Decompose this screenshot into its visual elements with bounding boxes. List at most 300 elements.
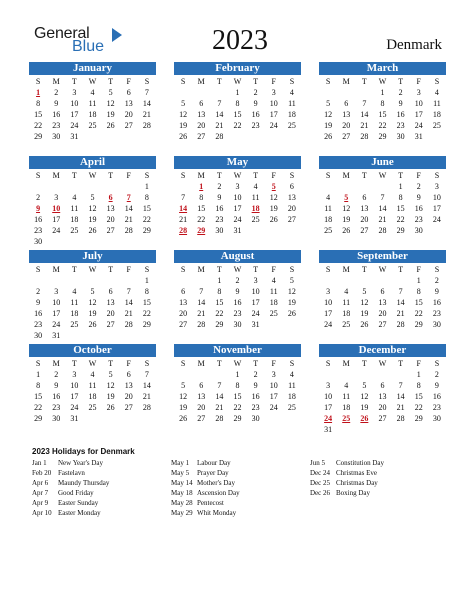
- day-cell: 24: [233, 215, 242, 224]
- weekday-header: S: [325, 359, 331, 368]
- day-cell: 28: [124, 226, 133, 235]
- weekday-header: W: [378, 77, 387, 86]
- day-cell: 6: [362, 193, 367, 202]
- month-june: [319, 156, 446, 236]
- day-cell: 29: [142, 320, 151, 329]
- day-cell: 14: [197, 298, 206, 307]
- day-cell: 16: [34, 309, 43, 318]
- day-cell: 23: [251, 121, 260, 130]
- weekday-header: T: [71, 359, 77, 368]
- holiday-date: May 14: [171, 479, 193, 487]
- day-cell: 4: [344, 287, 349, 296]
- calendar-year: 2023: [212, 25, 268, 56]
- day-cell: 19: [106, 392, 115, 401]
- day-cell: 23: [432, 309, 441, 318]
- weekday-header: T: [253, 265, 259, 274]
- day-cell: 5: [90, 287, 95, 296]
- day-cell: 18: [324, 215, 333, 224]
- day-cell: 19: [269, 204, 278, 213]
- weekday-header: F: [416, 265, 421, 274]
- day-cell: 16: [251, 110, 260, 119]
- day-cell: 18: [287, 392, 296, 401]
- day-cell: 9: [416, 193, 421, 202]
- weekday-header: T: [216, 359, 222, 368]
- day-cell: 13: [287, 193, 296, 202]
- month-august: [174, 250, 301, 330]
- month-may: [174, 156, 301, 236]
- day-cell: 25: [251, 215, 260, 224]
- day-cell: 25: [342, 320, 351, 329]
- day-cell: 5: [326, 99, 331, 108]
- day-cell: 2: [36, 193, 41, 202]
- holiday-row: [32, 508, 109, 518]
- weekday-header: S: [180, 77, 186, 86]
- weekday-header: W: [88, 265, 97, 274]
- day-cell: 2: [235, 276, 240, 285]
- day-cell: 3: [54, 193, 59, 202]
- holiday-row: [32, 488, 109, 498]
- holiday-name: Easter Sunday: [58, 499, 99, 507]
- day-cell: 2: [54, 88, 59, 97]
- holiday-row: [32, 458, 109, 468]
- empty-day-cell: [120, 181, 138, 192]
- weekday-header: S: [325, 171, 331, 180]
- day-cell: 9: [434, 381, 439, 390]
- day-cell: 7: [398, 287, 403, 296]
- holiday-date: Apr 7: [32, 489, 49, 497]
- day-cell: 14: [142, 99, 151, 108]
- day-cell: 3: [54, 287, 59, 296]
- day-cell: 30: [233, 320, 242, 329]
- day-cell: 26: [179, 414, 188, 423]
- day-cell: 8: [36, 99, 41, 108]
- weekday-header: T: [108, 359, 114, 368]
- day-cell: 17: [324, 309, 333, 318]
- day-cell: 30: [52, 414, 61, 423]
- day-cell: 25: [287, 403, 296, 412]
- holiday-name: Fastelavn: [58, 469, 85, 477]
- day-cell: 19: [179, 121, 188, 130]
- day-cell: 4: [271, 276, 276, 285]
- weekday-header: M: [52, 359, 60, 368]
- day-cell: 11: [70, 204, 79, 213]
- weekday-header: S: [289, 265, 295, 274]
- day-cell: 29: [197, 226, 206, 235]
- day-cell: 31: [233, 226, 242, 235]
- day-cell: 28: [378, 226, 387, 235]
- day-cell: 1: [380, 88, 385, 97]
- day-cell: 15: [142, 298, 151, 307]
- day-cell: 20: [179, 309, 188, 318]
- month-day-table: [29, 170, 156, 247]
- weekday-header: F: [126, 359, 131, 368]
- day-cell: 23: [34, 226, 43, 235]
- day-cell: 23: [215, 215, 224, 224]
- day-cell: 7: [144, 370, 149, 379]
- weekday-header: T: [108, 265, 114, 274]
- day-cell: 6: [108, 287, 113, 296]
- day-cell: 23: [414, 215, 423, 224]
- weekday-header: W: [88, 359, 97, 368]
- day-cell: 18: [70, 309, 79, 318]
- holiday-name: Boxing Day: [336, 489, 371, 497]
- day-cell: 17: [269, 392, 278, 401]
- day-cell: 16: [432, 392, 441, 401]
- weekday-header: S: [144, 171, 150, 180]
- day-cell: 28: [142, 121, 151, 130]
- day-cell: 13: [124, 381, 133, 390]
- day-cell: 3: [326, 287, 331, 296]
- holiday-date: May 29: [171, 509, 193, 517]
- day-cell: 14: [360, 110, 369, 119]
- day-cell: 20: [287, 204, 296, 213]
- day-cell: 13: [124, 99, 133, 108]
- day-cell: 8: [416, 287, 421, 296]
- holiday-name: Easter Monday: [58, 509, 101, 517]
- day-cell: 24: [414, 121, 423, 130]
- weekday-header: M: [197, 77, 205, 86]
- day-cell: 24: [324, 414, 333, 423]
- month-title: November: [174, 344, 301, 357]
- empty-day-cell: [355, 87, 373, 98]
- holiday-row: [171, 498, 240, 508]
- day-cell: 19: [88, 215, 97, 224]
- day-cell: 9: [235, 287, 240, 296]
- day-cell: 16: [414, 204, 423, 213]
- day-cell: 22: [414, 309, 423, 318]
- day-cell: 16: [52, 110, 61, 119]
- day-cell: 18: [88, 392, 97, 401]
- month-december: [319, 344, 446, 435]
- month-title: September: [319, 250, 446, 263]
- holiday-date: Apr 9: [32, 499, 49, 507]
- brand-triangle-icon: [112, 28, 122, 42]
- day-cell: 17: [324, 403, 333, 412]
- empty-day-cell: [319, 275, 337, 286]
- weekday-header: M: [342, 359, 350, 368]
- day-cell: 6: [199, 99, 204, 108]
- weekday-header: T: [398, 265, 404, 274]
- day-cell: 8: [235, 99, 240, 108]
- day-cell: 17: [269, 110, 278, 119]
- day-cell: 7: [199, 287, 204, 296]
- day-cell: 18: [342, 309, 351, 318]
- brand-name-line2: Blue: [72, 38, 105, 55]
- holiday-name: Good Friday: [58, 489, 94, 497]
- day-cell: 1: [416, 370, 421, 379]
- day-cell: 22: [142, 309, 151, 318]
- weekday-header: S: [35, 359, 41, 368]
- day-cell: 20: [197, 403, 206, 412]
- day-cell: 24: [432, 215, 441, 224]
- day-cell: 26: [179, 132, 188, 141]
- day-cell: 24: [52, 226, 61, 235]
- day-cell: 21: [179, 215, 188, 224]
- day-cell: 27: [197, 414, 206, 423]
- day-cell: 10: [269, 381, 278, 390]
- day-cell: 26: [360, 414, 369, 423]
- day-cell: 26: [287, 309, 296, 318]
- day-cell: 9: [398, 99, 403, 108]
- weekday-header: W: [378, 359, 387, 368]
- day-cell: 21: [396, 309, 405, 318]
- day-cell: 2: [253, 88, 258, 97]
- holiday-row: [310, 458, 384, 468]
- day-cell: 13: [197, 392, 206, 401]
- weekday-header: F: [126, 77, 131, 86]
- day-cell: 2: [36, 287, 41, 296]
- day-cell: 22: [215, 309, 224, 318]
- weekday-header: T: [108, 171, 114, 180]
- day-cell: 8: [144, 193, 149, 202]
- day-cell: 2: [416, 182, 421, 191]
- holiday-date: May 28: [171, 499, 193, 507]
- day-cell: 22: [233, 403, 242, 412]
- month-day-table: [319, 264, 446, 330]
- weekday-header: S: [434, 77, 440, 86]
- empty-day-cell: [83, 275, 101, 286]
- day-cell: 17: [52, 215, 61, 224]
- day-cell: 19: [179, 403, 188, 412]
- day-cell: 24: [269, 121, 278, 130]
- day-cell: 5: [344, 193, 349, 202]
- brand-logo: [34, 26, 124, 56]
- holiday-name: Maundy Thursday: [58, 479, 110, 487]
- day-cell: 3: [416, 88, 421, 97]
- weekday-header: T: [361, 359, 367, 368]
- day-cell: 24: [52, 320, 61, 329]
- day-cell: 18: [88, 110, 97, 119]
- calendar-country: Denmark: [386, 37, 442, 53]
- weekday-header: T: [108, 77, 114, 86]
- day-cell: 25: [269, 309, 278, 318]
- day-cell: 1: [398, 182, 403, 191]
- day-cell: 31: [414, 132, 423, 141]
- day-cell: 30: [215, 226, 224, 235]
- day-cell: 28: [360, 132, 369, 141]
- weekday-header: M: [342, 171, 350, 180]
- weekday-header: M: [52, 171, 60, 180]
- day-cell: 5: [271, 182, 276, 191]
- day-cell: 1: [144, 276, 149, 285]
- month-november: [174, 344, 301, 424]
- weekday-header: T: [361, 171, 367, 180]
- day-cell: 12: [287, 287, 296, 296]
- day-cell: 9: [54, 381, 59, 390]
- empty-day-cell: [337, 369, 355, 380]
- day-cell: 18: [432, 110, 441, 119]
- weekday-header: M: [342, 265, 350, 274]
- day-cell: 17: [70, 392, 79, 401]
- day-cell: 15: [34, 110, 43, 119]
- weekday-header: T: [253, 77, 259, 86]
- day-cell: 15: [396, 204, 405, 213]
- holiday-row: [171, 458, 240, 468]
- day-cell: 4: [326, 193, 331, 202]
- weekday-header: M: [197, 171, 205, 180]
- day-cell: 25: [432, 121, 441, 130]
- day-cell: 8: [144, 287, 149, 296]
- day-cell: 6: [108, 193, 113, 202]
- day-cell: 4: [289, 370, 294, 379]
- day-cell: 29: [414, 320, 423, 329]
- day-cell: 27: [124, 121, 133, 130]
- day-cell: 21: [124, 215, 133, 224]
- day-cell: 4: [289, 88, 294, 97]
- empty-day-cell: [392, 275, 410, 286]
- day-cell: 15: [34, 392, 43, 401]
- day-cell: 12: [179, 110, 188, 119]
- day-cell: 14: [179, 204, 188, 213]
- day-cell: 28: [197, 320, 206, 329]
- day-cell: 27: [197, 132, 206, 141]
- empty-day-cell: [102, 275, 120, 286]
- empty-day-cell: [392, 369, 410, 380]
- day-cell: 24: [251, 309, 260, 318]
- month-february: [174, 62, 301, 142]
- holiday-date: Dec 26: [310, 489, 331, 497]
- day-cell: 10: [324, 298, 333, 307]
- weekday-header: S: [325, 265, 331, 274]
- day-cell: 10: [414, 99, 423, 108]
- day-cell: 18: [269, 298, 278, 307]
- day-cell: 6: [126, 88, 131, 97]
- day-cell: 11: [342, 298, 351, 307]
- day-cell: 8: [36, 381, 41, 390]
- day-cell: 24: [70, 403, 79, 412]
- day-cell: 29: [34, 132, 43, 141]
- month-day-table: [174, 170, 301, 236]
- day-cell: 1: [235, 88, 240, 97]
- day-cell: 10: [52, 204, 61, 213]
- holiday-name: Christmas Eve: [336, 469, 378, 477]
- day-cell: 31: [324, 425, 333, 434]
- day-cell: 20: [106, 215, 115, 224]
- month-title: January: [29, 62, 156, 75]
- empty-day-cell: [192, 369, 210, 380]
- holidays-column: [310, 458, 384, 498]
- day-cell: 11: [288, 381, 296, 390]
- weekday-header: S: [434, 171, 440, 180]
- empty-day-cell: [102, 181, 120, 192]
- day-cell: 2: [398, 88, 403, 97]
- day-cell: 29: [142, 226, 151, 235]
- day-cell: 1: [36, 370, 41, 379]
- day-cell: 3: [72, 88, 77, 97]
- day-cell: 3: [326, 381, 331, 390]
- day-cell: 26: [324, 132, 333, 141]
- day-cell: 15: [233, 392, 242, 401]
- day-cell: 28: [215, 414, 224, 423]
- weekday-header: M: [342, 77, 350, 86]
- day-cell: 2: [217, 182, 222, 191]
- day-cell: 18: [342, 403, 351, 412]
- day-cell: 26: [360, 320, 369, 329]
- day-cell: 16: [251, 392, 260, 401]
- day-cell: 13: [106, 204, 115, 213]
- day-cell: 12: [324, 110, 333, 119]
- empty-day-cell: [174, 275, 192, 286]
- day-cell: 29: [233, 414, 242, 423]
- day-cell: 15: [414, 392, 423, 401]
- weekday-header: M: [197, 265, 205, 274]
- holiday-row: [310, 468, 384, 478]
- day-cell: 7: [217, 381, 222, 390]
- holiday-date: May 18: [171, 489, 193, 497]
- month-title: July: [29, 250, 156, 263]
- day-cell: 16: [432, 298, 441, 307]
- weekday-header: T: [398, 77, 404, 86]
- holiday-name: Mother's Day: [197, 479, 236, 487]
- day-cell: 13: [179, 298, 188, 307]
- day-cell: 8: [217, 287, 222, 296]
- holiday-row: [32, 468, 109, 478]
- day-cell: 2: [434, 276, 439, 285]
- empty-day-cell: [47, 181, 65, 192]
- weekday-header: F: [126, 171, 131, 180]
- weekday-header: W: [233, 171, 242, 180]
- day-cell: 26: [106, 121, 115, 130]
- empty-day-cell: [319, 181, 337, 192]
- day-cell: 30: [251, 414, 260, 423]
- holiday-name: Christmas Day: [336, 479, 378, 487]
- day-cell: 28: [124, 320, 133, 329]
- day-cell: 10: [324, 392, 333, 401]
- day-cell: 22: [34, 121, 43, 130]
- day-cell: 4: [72, 193, 77, 202]
- day-cell: 11: [88, 381, 97, 390]
- weekday-header: S: [35, 171, 41, 180]
- day-cell: 5: [90, 193, 95, 202]
- day-cell: 12: [106, 99, 115, 108]
- day-cell: 8: [416, 381, 421, 390]
- day-cell: 10: [251, 287, 260, 296]
- day-cell: 4: [72, 287, 77, 296]
- day-cell: 29: [396, 226, 405, 235]
- day-cell: 5: [108, 88, 113, 97]
- weekday-header: S: [35, 265, 41, 274]
- day-cell: 11: [269, 287, 278, 296]
- month-title: May: [174, 156, 301, 169]
- day-cell: 28: [215, 132, 224, 141]
- day-cell: 5: [108, 370, 113, 379]
- day-cell: 20: [124, 110, 133, 119]
- holiday-row: [310, 488, 384, 498]
- day-cell: 9: [36, 298, 41, 307]
- months-grid: [29, 62, 446, 442]
- day-cell: 28: [396, 414, 405, 423]
- weekday-header: W: [378, 265, 387, 274]
- month-title: June: [319, 156, 446, 169]
- day-cell: 19: [88, 309, 97, 318]
- day-cell: 19: [342, 215, 351, 224]
- day-cell: 21: [396, 403, 405, 412]
- month-september: [319, 250, 446, 330]
- weekday-header: T: [253, 171, 259, 180]
- day-cell: 19: [360, 309, 369, 318]
- empty-day-cell: [337, 181, 355, 192]
- day-cell: 10: [233, 193, 242, 202]
- day-cell: 27: [342, 132, 351, 141]
- holiday-date: May 5: [171, 469, 190, 477]
- day-cell: 30: [34, 331, 43, 340]
- month-day-table: [174, 358, 301, 424]
- day-cell: 29: [34, 414, 43, 423]
- holiday-row: [32, 478, 109, 488]
- weekday-header: T: [361, 265, 367, 274]
- day-cell: 25: [88, 121, 97, 130]
- empty-day-cell: [174, 369, 192, 380]
